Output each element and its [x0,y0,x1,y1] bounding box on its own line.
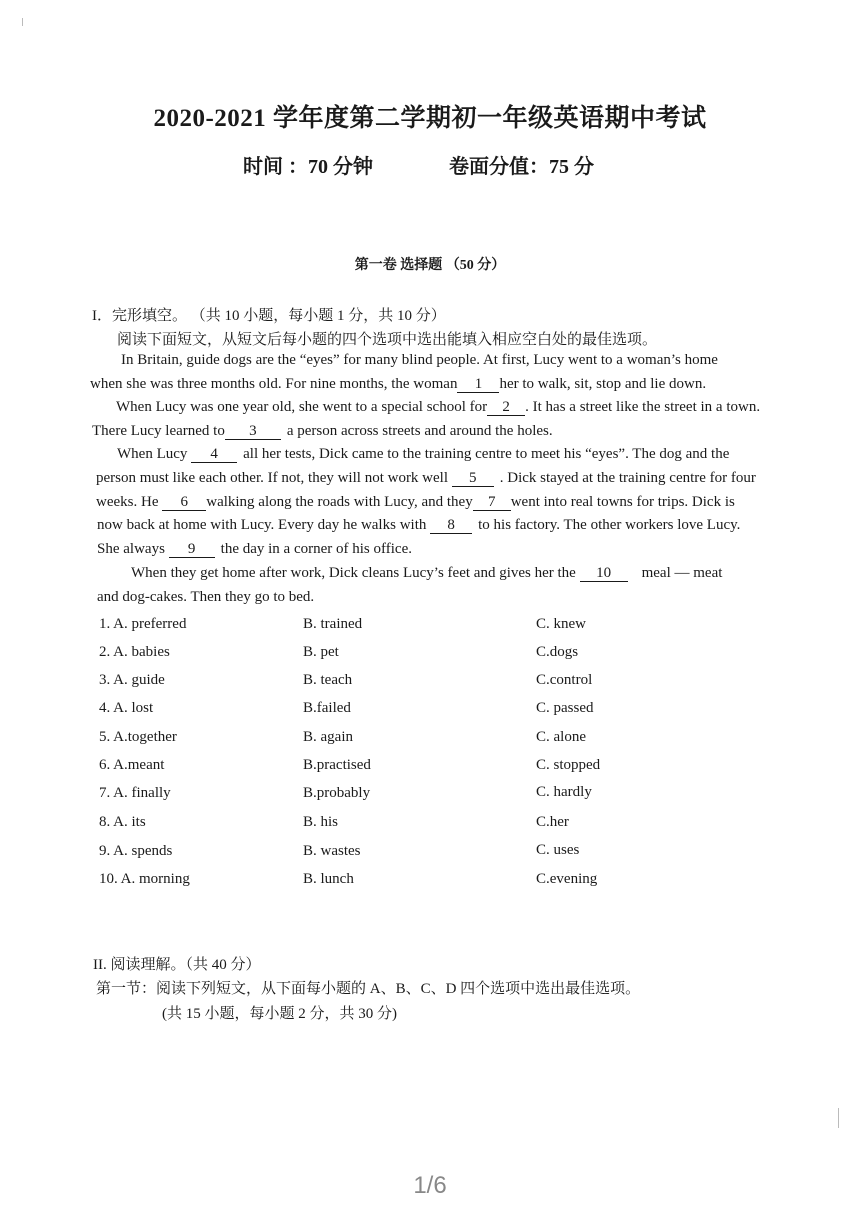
option-c: C.evening [536,871,598,887]
passage-text: In Britain, guide dogs are the “eyes” for many blind people. At first, Lucy went to a woman’s home [121,352,718,368]
passage-text: when she was three months old. For nine months, the woman [90,376,458,392]
passage-text: to his factory. The other workers love Lucy. [478,517,741,533]
passage-line [90,373,706,397]
blank-8: 8 [430,517,472,534]
passage-line [116,396,760,420]
passage-text: a person across streets and around the holes. [286,423,553,439]
cloze-instruction: 阅读下面短文，从短文后每小题的四个选项中选出能填入相应空白处的最佳选项。 [117,332,658,348]
option-b: B.failed [303,700,351,716]
option-c: C. alone [536,729,586,745]
option-c: C. knew [536,616,586,632]
option-b: B. pet [303,644,339,660]
passage-line [96,491,735,515]
passage-text: now back at home with Lucy. Every day he walks with [97,517,427,533]
blank-9: 9 [169,541,215,558]
option-a: 7. A. finally [99,785,171,801]
option-a: 9. A. spends [99,843,173,859]
option-a: 8. A. its [99,814,146,830]
cloze-heading: I．完形填空。 （共 10 小题，每小题 1 分，共 10 分） [92,308,446,324]
option-a: 10. A. morning [99,871,190,887]
option-b: B. wastes [303,843,361,859]
option-a: 6. A.meant [99,757,165,773]
option-b: B.probably [303,785,371,801]
passage-line [96,467,756,491]
option-c: C. hardly [536,784,592,800]
option-b: B.practised [303,757,371,773]
passage-line [97,514,740,538]
blank-7: 7 [473,494,511,511]
blank-6: 6 [162,494,206,511]
passage-text: There Lucy learned to [92,423,225,439]
exam-time: 时间 ：70 分钟 [243,156,373,178]
blank-10: 10 [580,565,628,582]
passage-text: When they get home after work, Dick cleans Lucy’s feet and gives her the [131,565,576,581]
passage-line [131,562,722,586]
option-c: C.dogs [536,644,579,660]
option-a: 1. A. preferred [99,616,187,632]
passage-text: weeks. He [96,494,159,510]
passage-text: and dog-cakes. Then they go to bed. [97,589,315,605]
passage-text: all her tests, Dick came to the training centre to meet his “eyes”. The dog and the [243,446,730,462]
passage-text: . It has a street like the street in a town. [525,399,761,415]
reading-section1: 第一节：阅读下列短文，从下面每小题的 A、B、C、D 四个选项中选出最佳选项。 [96,981,641,997]
passage-text: When Lucy [117,446,188,462]
option-c: C. uses [536,842,580,858]
passage-text: When Lucy was one year old, she went to a special school for [116,399,488,415]
option-a: 4. A. lost [99,700,154,716]
blank-1: 1 [457,376,499,393]
option-b: B. teach [303,672,353,688]
passage-text: went into real towns for trips. Dick is [510,494,735,510]
page-indicator: 1/6 [413,1172,447,1199]
passage-text: . Dick stayed at the training centre for four [499,470,756,486]
option-b: B. again [303,729,353,745]
option-a: 3. A. guide [99,672,165,688]
passage-text: walking along the roads with Lucy, and they [206,494,473,510]
reading-section1-note: (共 15 小题，每小题 2 分，共 30 分) [162,1006,397,1022]
option-b: B. his [303,814,339,830]
option-c: C.her [536,814,569,830]
option-b: B. lunch [303,871,354,887]
passage-text: the day in a corner of his office. [220,541,412,557]
passage-text: She always [97,541,165,557]
exam-score: 卷面分值：75 分 [449,156,594,178]
passage-text: person must like each other. If not, they will not work well [96,470,449,486]
passage-line [97,538,412,562]
scan-mark [22,18,23,26]
passage-text: meal — meat [641,565,723,581]
reading-heading: II. 阅读理解。（共 40 分） [93,957,261,973]
exam-title: 2020-2021 学年度第二学期初一年级英语期中考试 [153,105,707,132]
blank-3: 3 [225,423,281,440]
scan-mark [838,1108,839,1128]
passage-line [92,420,553,444]
option-c: C.control [536,672,593,688]
blank-4: 4 [191,446,237,463]
option-a: 2. A. babies [99,644,170,660]
option-a: 5. A.together [99,729,177,745]
option-b: B. trained [303,616,363,632]
passage-line [117,443,729,467]
part-one-title: 第一卷 选择题 （50 分） [354,258,506,273]
passage-text: her to walk, sit, stop and lie down. [499,376,707,392]
blank-2: 2 [487,399,525,416]
option-c: C. passed [536,700,594,716]
passage-line [97,586,314,610]
blank-5: 5 [452,470,494,487]
passage-line [121,349,718,373]
option-c: C. stopped [536,757,601,773]
